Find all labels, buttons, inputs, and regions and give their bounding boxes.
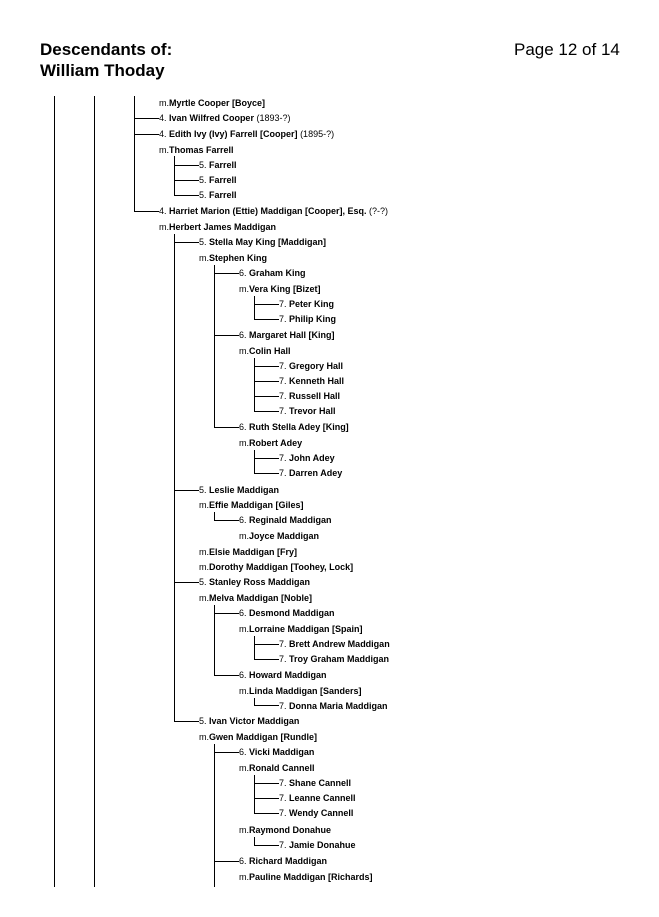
person-name: Linda Maddigan [Sanders] [249, 686, 362, 696]
life-dates: (1893-?) [256, 113, 291, 123]
person-name: Leanne Cannell [289, 793, 356, 803]
person-name: Reginald Maddigan [249, 515, 332, 525]
descendant-entry [279, 390, 340, 402]
generation-marker: 6. [239, 515, 250, 525]
person-name: Howard Maddigan [249, 670, 327, 680]
descendant-entry [239, 267, 306, 279]
person-name: Edith Ivy (Ivy) Farrell [Cooper] [169, 129, 298, 139]
person-name: Philip King [289, 314, 337, 324]
descendant-entry [199, 189, 237, 201]
descendant-entry [159, 128, 334, 140]
descendant-entry [239, 514, 332, 526]
generation-marker: 5. [199, 160, 210, 170]
person-name: Joyce Maddigan [249, 531, 320, 541]
generation-marker: m. [159, 98, 169, 108]
person-name: Stephen King [209, 253, 267, 263]
descendant-entry [279, 807, 353, 819]
generation-marker: 7. [279, 314, 290, 324]
person-name: Raymond Donahue [249, 825, 332, 835]
person-name: Ruth Stella Adey [King] [249, 422, 349, 432]
generation-marker: 6. [239, 422, 250, 432]
generation-marker: m. [199, 500, 209, 510]
generation-marker: 5. [199, 577, 210, 587]
person-name: Herbert James Maddigan [169, 222, 277, 232]
person-name: John Adey [289, 453, 335, 463]
report-title-line2: William Thoday [40, 61, 165, 80]
generation-marker: m. [239, 531, 249, 541]
descendant-entry [239, 607, 335, 619]
generation-marker: m. [159, 222, 169, 232]
generation-marker: 5. [199, 485, 210, 495]
generation-marker: m. [239, 346, 249, 356]
descendant-entry [239, 685, 362, 697]
descendant-entry [199, 715, 299, 727]
person-name: Farrell [209, 190, 237, 200]
person-name: Trevor Hall [289, 406, 336, 416]
person-name: Ronald Cannell [249, 763, 315, 773]
descendant-entry [279, 375, 344, 387]
descendant-entry [199, 484, 279, 496]
generation-marker: m. [239, 624, 249, 634]
generation-marker: m. [239, 686, 249, 696]
descendant-entry [199, 592, 312, 604]
descendant-entry [279, 467, 342, 479]
generation-marker: m. [199, 562, 209, 572]
person-name: Effie Maddigan [Giles] [209, 500, 304, 510]
person-name: Pauline Maddigan [Richards] [249, 872, 373, 882]
generation-marker: 7. [279, 361, 290, 371]
person-name: Colin Hall [249, 346, 291, 356]
person-name: Ivan Victor Maddigan [209, 716, 300, 726]
descendant-entry [239, 437, 302, 449]
descendant-entry [239, 283, 321, 295]
generation-marker: 6. [239, 268, 250, 278]
descendant-entry [199, 252, 267, 264]
generation-marker: 7. [279, 406, 290, 416]
generation-marker: 7. [279, 299, 290, 309]
page-number: Page 12 of 14 [514, 40, 620, 59]
generation-marker: 7. [279, 808, 290, 818]
generation-marker: 5. [199, 175, 210, 185]
generation-marker: 6. [239, 608, 250, 618]
descendant-entry [279, 700, 388, 712]
descendant-entry [199, 561, 353, 573]
generation-marker: 7. [279, 468, 290, 478]
descendant-entry [159, 144, 234, 156]
descendant-entry [279, 405, 336, 417]
person-name: Farrell [209, 160, 237, 170]
generation-marker: m. [199, 732, 209, 742]
person-name: Harriet Marion (Ettie) Maddigan [Cooper], Esq. [169, 206, 367, 216]
descendant-entry [199, 546, 297, 558]
person-name: Shane Cannell [289, 778, 352, 788]
generation-marker: 7. [279, 701, 290, 711]
person-name: Ivan Wilfred Cooper [169, 113, 254, 123]
descendant-entry [279, 653, 389, 665]
generation-marker: m. [239, 872, 249, 882]
descendant-entry [199, 731, 317, 743]
descendant-entry [239, 762, 315, 774]
descendant-entry [199, 159, 237, 171]
descendant-entry [239, 530, 319, 542]
person-name: Gregory Hall [289, 361, 344, 371]
descendant-entry [159, 97, 265, 109]
descendant-entry [199, 576, 310, 588]
person-name: Richard Maddigan [249, 856, 328, 866]
generation-marker: m. [199, 547, 209, 557]
person-name: Stella May King [Maddigan] [209, 237, 327, 247]
person-name: Kenneth Hall [289, 376, 345, 386]
report-title-line1: Descendants of: [40, 40, 173, 59]
generation-marker: 6. [239, 747, 250, 757]
person-name: Jamie Donahue [289, 840, 356, 850]
descendant-entry [279, 638, 390, 650]
person-name: Elsie Maddigan [Fry] [209, 547, 298, 557]
generation-marker: 7. [279, 376, 290, 386]
descendant-entry [239, 329, 335, 341]
descendant-entry [159, 112, 291, 124]
descendant-entry [239, 824, 331, 836]
generation-marker: 6. [239, 670, 250, 680]
person-name: Lorraine Maddigan [Spain] [249, 624, 363, 634]
descendant-entry [159, 221, 276, 233]
generation-marker: m. [239, 763, 249, 773]
generation-marker: 7. [279, 391, 290, 401]
descendant-entry [279, 839, 356, 851]
descendant-entry [199, 236, 326, 248]
generation-marker: 4. [159, 206, 170, 216]
descendant-entry [279, 452, 335, 464]
descendant-entry [239, 746, 314, 758]
person-name: Margaret Hall [King] [249, 330, 335, 340]
generation-marker: 6. [239, 856, 250, 866]
descendant-entry [239, 421, 349, 433]
descendant-entry [239, 669, 327, 681]
person-name: Myrtle Cooper [Boyce] [169, 98, 266, 108]
descendant-entry [239, 345, 291, 357]
person-name: Peter King [289, 299, 335, 309]
descendant-entry [199, 174, 237, 186]
descendant-entry [279, 313, 336, 325]
descendant-entry [239, 871, 373, 883]
person-name: Thomas Farrell [169, 145, 234, 155]
life-dates: (1895-?) [300, 129, 335, 139]
person-name: Gwen Maddigan [Rundle] [209, 732, 317, 742]
generation-marker: 5. [199, 190, 210, 200]
generation-marker: 4. [159, 129, 170, 139]
person-name: Stanley Ross Maddigan [209, 577, 311, 587]
person-name: Troy Graham Maddigan [289, 654, 390, 664]
generation-marker: 7. [279, 778, 290, 788]
generation-marker: 6. [239, 330, 250, 340]
person-name: Farrell [209, 175, 237, 185]
generation-marker: m. [239, 438, 249, 448]
person-name: Donna Maria Maddigan [289, 701, 388, 711]
generation-marker: 5. [199, 716, 210, 726]
descendant-entry [279, 298, 334, 310]
generation-marker: 7. [279, 453, 290, 463]
person-name: Dorothy Maddigan [Toohey, Lock] [209, 562, 354, 572]
person-name: Vera King [Bizet] [249, 284, 321, 294]
generation-marker: m. [159, 145, 169, 155]
descendant-entry [279, 360, 343, 372]
generation-marker: 7. [279, 840, 290, 850]
generation-marker: 4. [159, 113, 170, 123]
generation-marker: m. [199, 253, 209, 263]
descendant-entry [199, 499, 304, 511]
person-name: Leslie Maddigan [209, 485, 280, 495]
descendant-entry [279, 792, 356, 804]
person-name: Russell Hall [289, 391, 341, 401]
descendant-entry [239, 855, 327, 867]
life-dates: (?-?) [369, 206, 389, 216]
person-name: Desmond Maddigan [249, 608, 335, 618]
person-name: Melva Maddigan [Noble] [209, 593, 313, 603]
generation-marker: m. [239, 825, 249, 835]
generation-marker: m. [199, 593, 209, 603]
descendant-entry [279, 777, 351, 789]
person-name: Vicki Maddigan [249, 747, 315, 757]
person-name: Robert Adey [249, 438, 303, 448]
descendant-entry [159, 205, 388, 217]
person-name: Wendy Cannell [289, 808, 354, 818]
generation-marker: m. [239, 284, 249, 294]
generation-marker: 7. [279, 654, 290, 664]
generation-marker: 5. [199, 237, 210, 247]
descendant-entry [239, 623, 363, 635]
generation-marker: 7. [279, 793, 290, 803]
person-name: Darren Adey [289, 468, 343, 478]
person-name: Graham King [249, 268, 306, 278]
person-name: Brett Andrew Maddigan [289, 639, 390, 649]
generation-marker: 7. [279, 639, 290, 649]
